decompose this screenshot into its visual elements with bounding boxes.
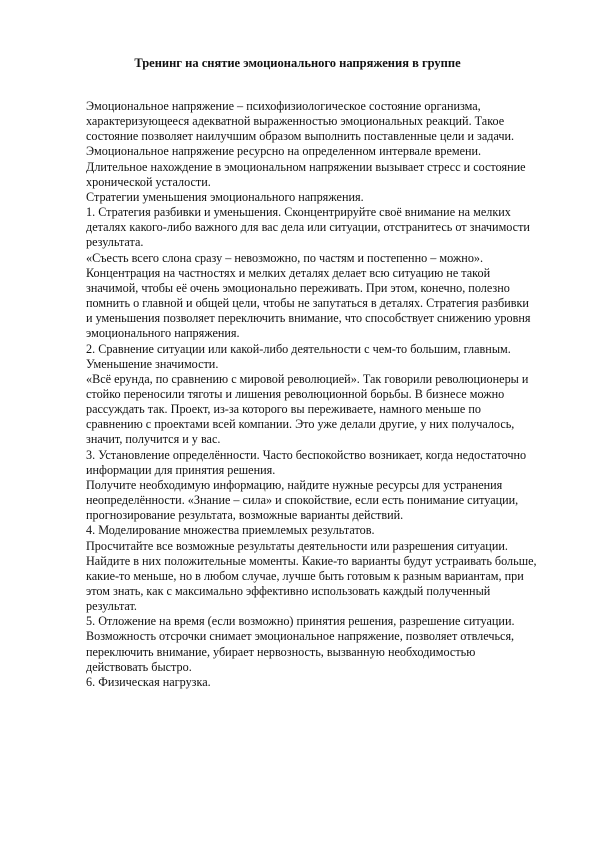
paragraph-strategy-4-detail: Просчитайте все возможные результаты деятельности или разрешения ситуации. Найдите в них положительные моменты. Какие-то варианты будут устраивать больше, какие-то меньше, но в любом случае, лучше быть готовым к разным вариантам, при этом знать, как с максимально эффективно использовать каждый полученный результат. — [86, 538, 537, 614]
paragraph-strategy-2: 2. Сравнение ситуации или какой-либо деятельности с чем-то большим, главным. Уменьшение значимости. — [86, 341, 511, 371]
paragraph-strategy-4: 4. Моделирование множества приемлемых результатов. — [86, 523, 375, 538]
paragraph-strategy-6: 6. Физическая нагрузка. — [86, 674, 211, 689]
document-body — [86, 99, 538, 690]
paragraph-definition: Эмоциональное напряжение – психофизиологическое состояние организма, характеризующееся адекватной выраженностью эмоциональных реакций. Такое состояние позволяет наилучшим образом выполнить поставленные цели и задачи. Эмоциональное напряжение ресурсно на определенном интервале времени. Длительное нахождение в эмоциональном напряжении вызывает стресс и состояние хронической усталости. — [86, 99, 526, 189]
document-title: Тренинг на снятие эмоционального напряжения в группе — [134, 56, 461, 70]
paragraph-strategy-5: 5. Отложение на время (если возможно) принятия решения, разрешение ситуации. Возможность отсрочки снимает эмоциональное напряжение, позволяет отвлечься, переключить внимание, убирает нервозность, вызванную необходимостью действовать быстро. — [86, 614, 515, 674]
paragraph-strategy-1-detail: «Съесть всего слона сразу – невозможно, по частям и постепенно – можно». Концентрация на частностях и мелких деталях делает всю ситуацию не такой значимой, чтобы её очень эмоционально переживать. При этом, конечно, полезно помнить о главной и общей цели, чтобы не запутаться в деталях. Стратегия разбивки и уменьшения позволяет переключить внимание, что способствует снижению уровня эмоционального напряжения. — [86, 250, 531, 341]
paragraph-strategies-heading: Стратегии уменьшения эмоционального напряжения. — [86, 189, 364, 204]
paragraph-strategy-3-detail: Получите необходимую информацию, найдите нужные ресурсы для устранения неопределённости. «Знание – сила» и спокойствие, если есть понимание ситуации, прогнозирование результата, возможные варианты действий. — [86, 477, 519, 523]
paragraph-strategy-1: 1. Стратегия разбивки и уменьшения. Сконцентрируйте своё внимание на мелких деталях какого-либо важного для вас дела или ситуации, отстранитесь от значимости результата. — [86, 205, 530, 250]
paragraph-strategy-2-detail: «Всё ерунда, по сравнению с мировой революцией». Так говорили революционеры и стойко переносили тяготы и лишения революционной борьбы. В бизнесе можно рассуждать так. Проект, из-за которого вы переживаете, намного меньше по сравнению с проектами всей компании. Это уже делали другие, у них получалось, значит, получится и у вас. — [86, 371, 529, 447]
paragraph-strategy-3: 3. Установление определённости. Часто беспокойство возникает, когда недостаточно информации для принятия решения. — [86, 447, 527, 477]
